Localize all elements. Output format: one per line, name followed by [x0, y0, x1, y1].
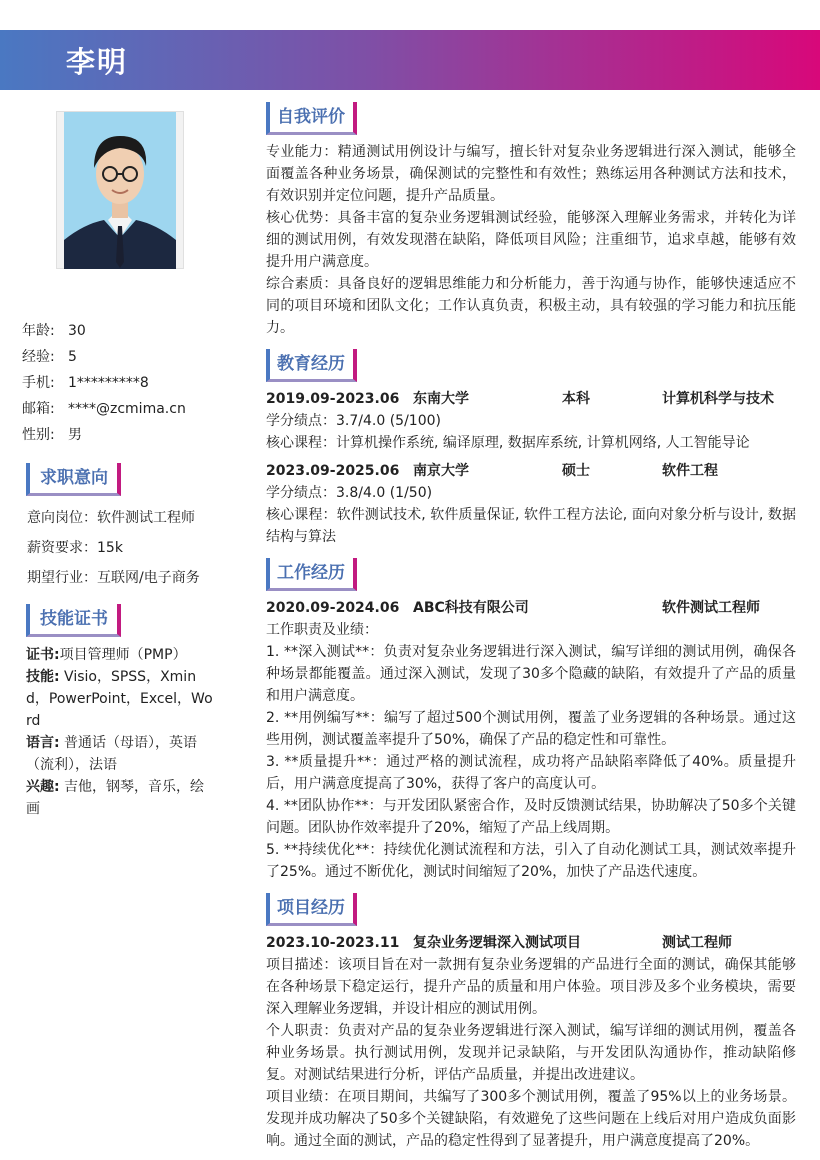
edu-period: 2019.09-2023.06: [266, 391, 400, 407]
main-column: [266, 102, 796, 1152]
project-name: 复杂业务逻辑深入测试项目: [413, 935, 581, 951]
info-phone: 手机: 1*********8: [22, 375, 149, 391]
project-title: 项目经历: [266, 893, 357, 926]
skill-interests: 兴趣: 吉他，钢琴，音乐，绘画: [26, 779, 205, 817]
project-line: 项目描述：该项目旨在对一款拥有复杂业务逻辑的产品进行全面的测试，确保其能够在各种场景下稳定运行，提升产品的质量和用户体验。项目涉及多个业务模块，需要深入理解业务逻辑，并设计相应的测试用例。: [266, 957, 796, 1017]
edu-school: 南京大学: [413, 463, 469, 479]
work-line: 4. **团队协作**：与开发团队紧密合作，及时反馈测试结果，协助解决了50多个关键问题。团队协作效率提升了20%，缩短了产品上线周期。: [266, 798, 796, 836]
work-line: 3. **质量提升**：通过严格的测试流程，成功将产品缺陷率降低了40%。质量提升后，用户满意度提高了30%，获得了客户的高度认可。: [266, 754, 796, 792]
skill-languages: 语言: 普通话（母语），英语（流利），法语: [26, 735, 198, 773]
skill-certificate: 证书:项目管理师（PMP）: [26, 647, 187, 663]
intent-position: 意向岗位：软件测试工程师: [27, 510, 195, 526]
project-line: 个人职责：负责对产品的复杂业务逻辑进行深入测试，编写详细的测试用例，覆盖各种业务场景。执行测试用例，发现并记录缺陷，与开发团队沟通协作，推动缺陷修复。对测试结果进行分析，评估产品质量，并提出改进建议。: [266, 1023, 796, 1083]
info-email: 邮箱: ****@zcmima.cn: [22, 401, 186, 417]
intent-salary: 薪资要求：15k: [27, 540, 123, 556]
candidate-name: 李明: [66, 45, 129, 79]
edu-gpa: 学分绩点：3.8/4.0 (1/50): [266, 485, 433, 501]
edu-period: 2023.09-2025.06: [266, 463, 400, 479]
work-line: 工作职责及业绩：: [266, 622, 378, 638]
edu-major: 软件工程: [662, 463, 718, 479]
work-head: [266, 597, 796, 619]
info-gender: 性别: 男: [22, 427, 82, 443]
edu-courses: 核心课程：计算机操作系统, 编译原理, 数据库系统, 计算机网络, 人工智能导论: [266, 435, 750, 451]
project-head: [266, 932, 796, 954]
self-eval-para: 核心优势：具备丰富的复杂业务逻辑测试经验，能够深入理解业务需求，并转化为详细的测试用例，有效发现潜在缺陷，降低项目风险；注重细节，追求卓越，能够有效提升用户满意度。: [266, 210, 796, 270]
basic-info: [22, 318, 222, 448]
education-head: [266, 460, 796, 482]
skill-tools: 技能: Visio，SPSS，Xmind，PowerPoint，Excel，Word: [26, 669, 213, 729]
work-title: 工作经历: [266, 558, 357, 591]
education-title: 教育经历: [266, 349, 357, 382]
work-line: 1. **深入测试**：负责对复杂业务逻辑进行深入测试，编写详细的测试用例，确保各种场景都能覆盖。通过深入测试，发现了30多个隐藏的缺陷，有效提升了产品的质量和用户满意度。: [266, 644, 796, 704]
edu-degree: 硕士: [562, 463, 590, 479]
work-company: ABC科技有限公司: [413, 600, 529, 616]
edu-gpa: 学分绩点：3.7/4.0 (5/100): [266, 413, 441, 429]
info-age: 年龄: 30: [22, 323, 86, 339]
skills-title: 技能证书: [26, 604, 121, 637]
profile-photo: [56, 111, 184, 269]
profile-photo-image: [64, 112, 176, 269]
work-role: 软件测试工程师: [662, 600, 760, 616]
education-head: [266, 388, 796, 410]
self-eval-para: 专业能力：精通测试用例设计与编写，擅长针对复杂业务逻辑进行深入测试，能够全面覆盖各种业务场景，确保测试的完整性和有效性；熟练运用各种测试方法和技术，有效识别并定位问题，提升产品质量。: [266, 144, 796, 204]
edu-school: 东南大学: [413, 391, 469, 407]
project-period: 2023.10-2023.11: [266, 935, 400, 951]
info-experience: 经验: 5: [22, 349, 77, 365]
self-eval-para: 综合素质：具备良好的逻辑思维能力和分析能力，善于沟通与协作，能够快速适应不同的项目环境和团队文化；工作认真负责，积极主动，具有较强的学习能力和抗压能力。: [266, 276, 796, 336]
intent-list: [27, 508, 227, 598]
edu-degree: 本科: [562, 391, 590, 407]
intent-title: 求职意向: [26, 463, 121, 496]
work-period: 2020.09-2024.06: [266, 600, 400, 616]
project-role: 测试工程师: [662, 935, 732, 951]
work-line: 5. **持续优化**：持续优化测试流程和方法，引入了自动化测试工具，测试效率提升了25%。通过不断优化，测试时间缩短了20%，加快了产品迭代速度。: [266, 842, 796, 880]
project-line: 项目业绩：在项目期间，共编写了300多个测试用例，覆盖了95%以上的业务场景。发现并成功解决了50多个关键缺陷，有效避免了这些问题在上线后对用户造成负面影响。通过全面的测试，产品的稳定性得到了显著提升，用户满意度提高了20%。: [266, 1089, 796, 1149]
self-eval-title: 自我评价: [266, 102, 357, 135]
edu-major: 计算机科学与技术: [662, 391, 774, 407]
edu-courses: 核心课程：软件测试技术, 软件质量保证, 软件工程方法论, 面向对象分析与设计, 数据结构与算法: [266, 507, 796, 545]
skills-list: [26, 644, 216, 820]
intent-industry: 期望行业：互联网/电子商务: [27, 570, 200, 586]
work-line: 2. **用例编写**：编写了超过500个测试用例，覆盖了业务逻辑的各种场景。通过这些用例，测试覆盖率提升了50%，确保了产品的稳定性和可靠性。: [266, 710, 796, 748]
